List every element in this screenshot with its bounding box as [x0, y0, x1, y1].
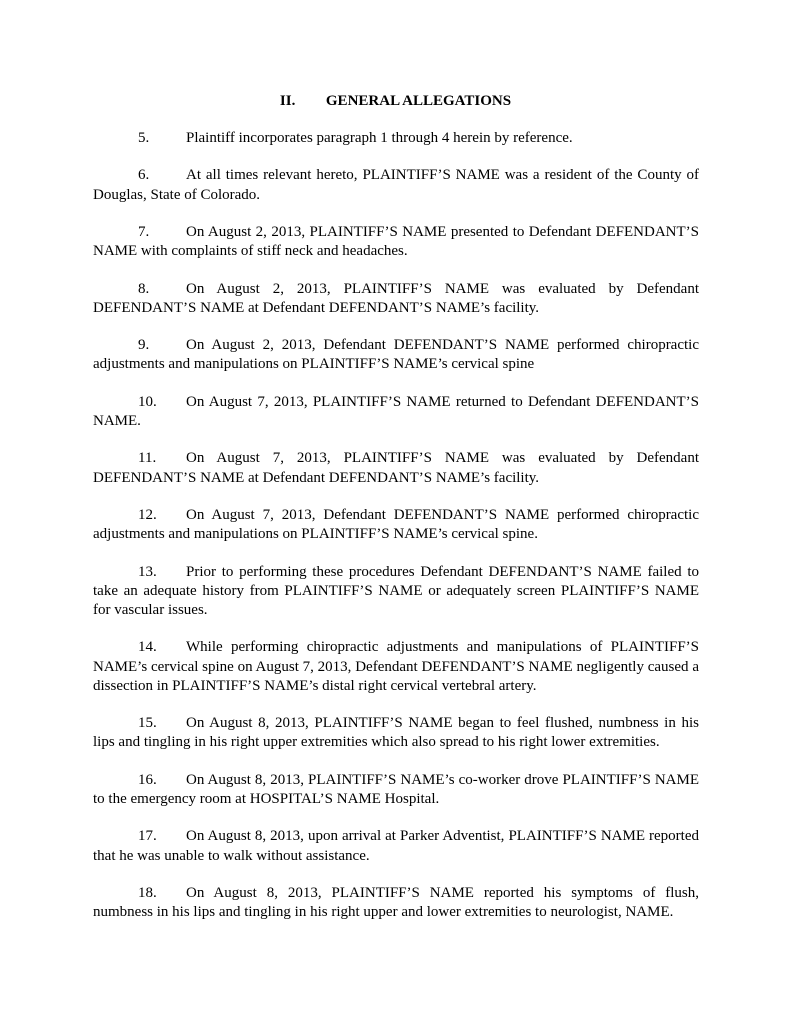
paragraph-5: [93, 129, 699, 148]
paragraph-13: [93, 563, 699, 621]
paragraph-text: On August 8, 2013, PLAINTIFF’S NAME reported his symptoms of flush, numbness in his lips and tingling in his right upper and lower extremities to neurologist, NAME.: [93, 884, 699, 921]
paragraph-text: On August 7, 2013, PLAINTIFF’S NAME was evaluated by Defendant DEFENDANT’S NAME at Defendant DEFENDANT’S NAME’s facility.: [93, 450, 699, 486]
paragraph-text: On August 8, 2013, upon arrival at Parker Adventist, PLAINTIFF’S NAME reported that he was unable to walk without assistance.: [93, 828, 699, 864]
paragraph-14: [93, 638, 699, 696]
paragraph-text: On August 8, 2013, PLAINTIFF’S NAME began to feel flushed, numbness in his lips and tingling in his right upper extremities which also spread to his right lower extremities.: [93, 715, 699, 751]
paragraph-11: [93, 449, 699, 487]
section-title: GENERAL ALLEGATIONS: [325, 93, 512, 109]
paragraph-number: 11.: [138, 450, 157, 467]
paragraph-text: At all times relevant hereto, PLAINTIFF’S NAME was a resident of the County of Douglas, State of Colorado.: [93, 167, 699, 203]
paragraph-text: Prior to performing these procedures Defendant DEFENDANT’S NAME failed to take an adequate history from PLAINTIFF’S NAME or adequately screen PLAINTIFF’S NAME for vascular issues.: [93, 563, 699, 618]
paragraph-text: On August 2, 2013, PLAINTIFF’S NAME was evaluated by Defendant DEFENDANT’S NAME at Defendant DEFENDANT’S NAME’s facility.: [93, 280, 699, 316]
paragraph-number: 7.: [138, 223, 150, 240]
paragraph-text: On August 8, 2013, PLAINTIFF’S NAME’s co-worker drove PLAINTIFF’S NAME to the emergency room at HOSPITAL’S NAME Hospital.: [93, 771, 699, 807]
paragraph-number: 10.: [138, 393, 157, 410]
paragraph-number: 13.: [138, 563, 157, 580]
paragraph-number: 5.: [138, 130, 150, 146]
paragraph-17: [93, 827, 699, 865]
paragraph-7: [93, 223, 699, 261]
paragraph-text: On August 7, 2013, Defendant DEFENDANT’S NAME performed chiropractic adjustments and manipulations on PLAINTIFF’S NAME’s cervical spine.: [93, 506, 699, 543]
paragraph-15: [93, 714, 699, 752]
paragraph-text: On August 7, 2013, PLAINTIFF’S NAME returned to Defendant DEFENDANT’S NAME.: [93, 393, 699, 429]
paragraph-text: Plaintiff incorporates paragraph 1 through 4 herein by reference.: [186, 130, 573, 146]
section-heading: [0, 92, 791, 111]
paragraph-number: 17.: [138, 828, 157, 845]
paragraph-number: 12.: [138, 506, 157, 523]
paragraph-16: [93, 771, 699, 809]
paragraph-number: 15.: [138, 715, 157, 732]
section-number: II.: [279, 93, 296, 109]
paragraph-text: While performing chiropractic adjustments and manipulations of PLAINTIFF’S NAME’s cervical spine on August 7, 2013, Defendant DEFENDANT’S NAME negligently caused a dissection in PLAINTIFF’S NAME’s distal right cervical vertebral artery.: [93, 639, 699, 694]
paragraph-number: 18.: [138, 884, 157, 901]
paragraph-number: 14.: [138, 639, 157, 656]
paragraph-10: [93, 393, 699, 431]
paragraph-12: [93, 506, 699, 544]
allegations-body: [93, 129, 699, 941]
paragraph-number: 16.: [138, 771, 157, 788]
paragraph-9: [93, 336, 699, 374]
paragraph-text: On August 2, 2013, Defendant DEFENDANT’S NAME performed chiropractic adjustments and manipulations on PLAINTIFF’S NAME’s cervical spine: [93, 337, 699, 373]
paragraph-18: [93, 884, 699, 922]
paragraph-number: 6.: [138, 167, 150, 184]
paragraph-text: On August 2, 2013, PLAINTIFF’S NAME presented to Defendant DEFENDANT’S NAME with complaints of stiff neck and headaches.: [93, 223, 699, 260]
paragraph-6: [93, 166, 699, 204]
paragraph-8: [93, 280, 699, 318]
paragraph-number: 9.: [138, 337, 150, 354]
paragraph-number: 8.: [138, 280, 150, 297]
